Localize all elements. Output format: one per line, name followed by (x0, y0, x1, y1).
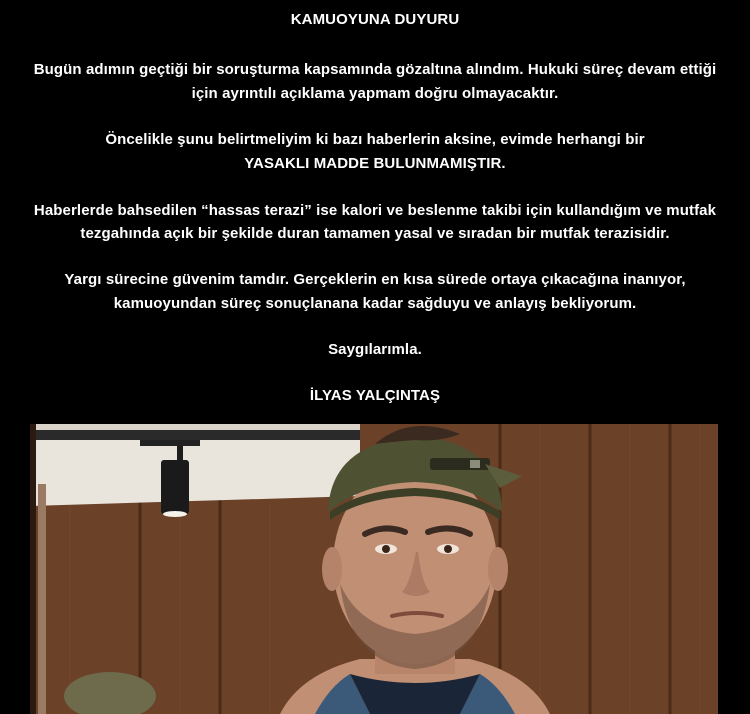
pole (38, 484, 46, 714)
spotlight-lamp (161, 460, 189, 514)
signature: İLYAS YALÇINTAŞ (309, 387, 441, 404)
paragraph-2-line-1: Öncelikle şunu belirtmeliyim ki bazı haberlerin aksine, evimde herhangi bir (105, 131, 645, 148)
selfie-illustration (30, 424, 718, 714)
paragraph-4-line-2: kamuoyundan süreç sonuçlanana kadar sağduyu ve anlayış bekliyorum. (113, 295, 637, 312)
paragraph-2-line-2: YASAKLI MADDE BULUNMAMIŞTIR. (244, 155, 506, 172)
paragraph-4-line-1: Yargı sürecine güvenim tamdır. Gerçeklerin en kısa sürede ortaya çıkacağına inanıyor, (64, 271, 686, 288)
selfie-photo (30, 424, 718, 714)
announcement-title: KAMUOYUNA DUYURU (290, 11, 460, 28)
paragraph-1-line-2: için ayrıntılı açıklama yapmam doğru olmayacaktır. (191, 85, 559, 102)
paragraph-1-line-1: Bugün adımın geçtiği bir soruşturma kapsamında gözaltına alındım. Hukuki süreç devam ettiği (33, 61, 717, 78)
closing-text: Saygılarımla. (328, 341, 422, 358)
light-track (30, 430, 360, 440)
paragraph-3-line-2: tezgahında açık bir şekilde duran tamamen yasal ve sıradan bir mutfak terazisidir. (80, 225, 670, 242)
paragraph-3-line-1: Haberlerde bahsedilen “hassas terazi” ise kalori ve beslenme takibi için kullandığım ve mutfak (33, 202, 717, 219)
